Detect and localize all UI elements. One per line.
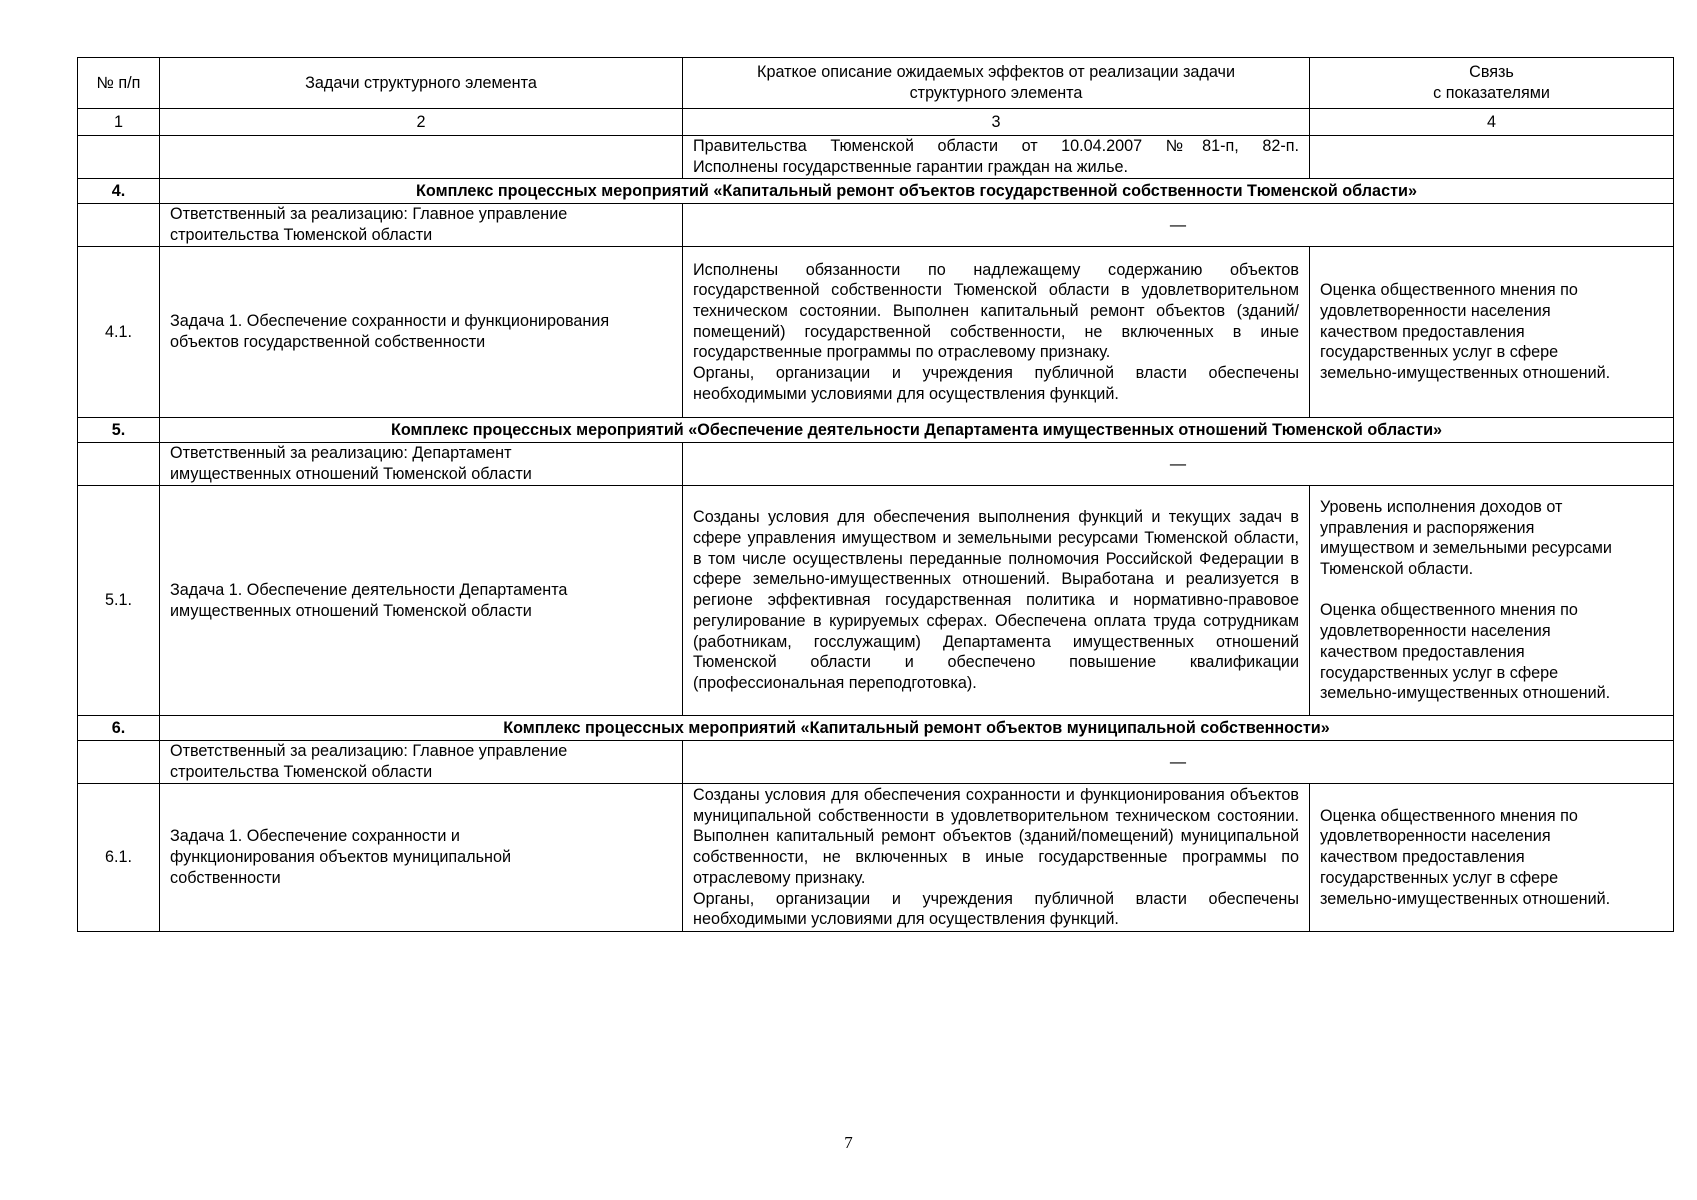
indicator-line: качеством предоставления: [1320, 322, 1525, 341]
empty-cell: [78, 443, 160, 486]
dash-cell: —: [683, 443, 1674, 486]
numbering-cell: 4: [1310, 109, 1674, 136]
responsible-row: [78, 204, 1674, 247]
indicator-line: управления и распоряжения: [1320, 518, 1535, 537]
indicator-line: государственных услуг в сфере: [1320, 663, 1559, 682]
task-effects: [683, 486, 1310, 716]
task-name-line: Задача 1. Обеспечение сохранности и функционирования: [170, 312, 610, 331]
effects-paragraph: Органы, организации и учреждения публичной власти обеспечены необходимыми условиями для осуществления функций.: [693, 364, 1299, 403]
task-number: 4.1.: [78, 247, 160, 418]
effects-paragraph: Органы, организации и учреждения публичной власти обеспечены необходимыми условиями для осуществления функций.: [693, 889, 1299, 929]
empty-cell: [1310, 136, 1674, 179]
numbering-cell: 1: [78, 109, 160, 136]
numbering-cell: 2: [160, 109, 683, 136]
dash-cell: —: [683, 741, 1674, 784]
task-name: [160, 247, 683, 418]
task-indicators: [1310, 247, 1674, 418]
indicator-line: качеством предоставления: [1320, 848, 1525, 867]
section-number: 5.: [78, 418, 160, 443]
indicator-line: Оценка общественного мнения по: [1320, 281, 1578, 300]
effects-paragraph: Исполнены обязанности по надлежащему содержанию объектов государственной собственности Тюменской области в удовлетворительном техническом состоянии. Выполнен капитальный ремонт объектов (зданий/помещений) государственной собственности, не включенных в иные государственные программы по отраслевому признаку.: [693, 260, 1299, 362]
task-name-line: Задача 1. Обеспечение деятельности Департамента: [170, 580, 568, 599]
indicator-line: государственных услуг в сфере: [1320, 868, 1559, 887]
task-number: 5.1.: [78, 486, 160, 716]
task-indicators: [1310, 486, 1674, 716]
indicator-line: земельно-имущественных отношений.: [1320, 684, 1611, 703]
task-name-line: функционирования объектов муниципальной: [170, 848, 512, 867]
responsible-text: [160, 741, 683, 784]
responsible-text: [160, 443, 683, 486]
effects-paragraph: Созданы условия для обеспечения выполнения функций и текущих задач в сфере управления имуществом и земельными ресурсами Тюменской области, в том числе осуществлены переданные полномочия Российской Федерации в сфере земельно-имущественных отношений. Выработана и реализуется в регионе эффективная государственная политика и нормативно-правовое регулирование в курируемых сферах. Обеспечена оплата труда сотрудникам (работникам, госслужащим) Департамента имущественных отношений Тюменской области и обеспечено повышение квалификации (профессиональная переподготовка).: [693, 508, 1299, 692]
continuation-text: [683, 136, 1310, 179]
section-number: 4.: [78, 179, 160, 204]
empty-cell: [78, 136, 160, 179]
task-name-line: объектов государственной собственности: [170, 333, 486, 351]
section-row: [78, 716, 1674, 741]
task-name-line: имущественных отношений Тюменской области: [170, 601, 532, 620]
header-row: [78, 58, 1674, 109]
numbering-cell: 3: [683, 109, 1310, 136]
effects-paragraph: Созданы условия для обеспечения сохранности и функционирования объектов муниципальной собственности в удовлетворительном техническом состоянии. Выполнен капитальный ремонт объектов (зданий/помещений) муниципальной собственности, не включенных в иные государственные программы по отраслевому признаку.: [693, 786, 1299, 887]
indicator-line: удовлетворенности населения: [1320, 622, 1551, 641]
task-name-line: Задача 1. Обеспечение сохранности и: [170, 827, 460, 846]
indicator-line: Тюменской области.: [1320, 560, 1474, 579]
indicator-line: государственных услуг в сфере: [1320, 343, 1559, 362]
header-col-number: № п/п: [78, 58, 160, 109]
indicator-line: имуществом и земельными ресурсами: [1320, 539, 1612, 558]
indicator-line: удовлетворенности населения: [1320, 827, 1551, 846]
section-title: Комплекс процессных мероприятий «Капитальный ремонт объектов муниципальной собственности»: [160, 716, 1674, 741]
continuation-line: Исполнены государственные гарантии граждан на жилье.: [693, 158, 1128, 176]
numbering-row: [78, 109, 1674, 136]
task-number: 6.1.: [78, 784, 160, 932]
responsible-row: [78, 443, 1674, 486]
responsible-text: [160, 204, 683, 247]
indicator-line: качеством предоставления: [1320, 642, 1525, 661]
indicator-line: Оценка общественного мнения по: [1320, 601, 1578, 620]
section-row: [78, 418, 1674, 443]
section-row: [78, 179, 1674, 204]
indicator-line: Оценка общественного мнения по: [1320, 806, 1578, 825]
indicator-line: Уровень исполнения доходов от: [1320, 497, 1563, 516]
measures-table: [77, 57, 1674, 932]
header-col-indicators-line: с показателями: [1433, 84, 1550, 102]
section-number: 6.: [78, 716, 160, 741]
responsible-line: строительства Тюменской области: [170, 763, 433, 781]
dash-cell: —: [683, 204, 1674, 247]
task-name: [160, 486, 683, 716]
task-row: [78, 486, 1674, 716]
task-row: [78, 247, 1674, 418]
task-indicators: [1310, 784, 1674, 932]
task-name: [160, 784, 683, 932]
indicator-line: земельно-имущественных отношений.: [1320, 889, 1611, 908]
header-col-effects-line: структурного элемента: [909, 84, 1083, 102]
header-col-indicators: [1310, 58, 1674, 109]
responsible-line: строительства Тюменской области: [170, 226, 433, 244]
task-effects: [683, 784, 1310, 932]
responsible-line: Ответственный за реализацию: Департамент: [170, 444, 512, 463]
empty-cell: [78, 741, 160, 784]
task-row: [78, 784, 1674, 932]
task-effects: [683, 247, 1310, 418]
indicator-line: удовлетворенности населения: [1320, 301, 1551, 320]
section-title: Комплекс процессных мероприятий «Обеспечение деятельности Департамента имущественных отношений Тюменской области»: [160, 418, 1674, 443]
responsible-line: Ответственный за реализацию: Главное управление: [170, 742, 568, 761]
header-col-tasks: Задачи структурного элемента: [160, 58, 683, 109]
section-title: Комплекс процессных мероприятий «Капитальный ремонт объектов государственной собственности Тюменской области»: [160, 179, 1674, 204]
header-col-effects-line: Краткое описание ожидаемых эффектов от реализации задачи: [757, 63, 1235, 82]
responsible-line: Ответственный за реализацию: Главное управление: [170, 205, 568, 224]
indicator-line: земельно-имущественных отношений.: [1320, 364, 1611, 383]
header-col-indicators-line: Связь: [1469, 63, 1514, 82]
empty-cell: [78, 204, 160, 247]
page-number: 7: [844, 1133, 853, 1152]
header-col-effects: [683, 58, 1310, 109]
responsible-row: [78, 741, 1674, 784]
task-name-line: собственности: [170, 868, 281, 887]
continuation-line: Правительства Тюменской области от 10.04.2007 №81-п, 82-п.: [693, 137, 1299, 156]
responsible-line: имущественных отношений Тюменской области: [170, 465, 532, 483]
empty-cell: [160, 136, 683, 179]
continuation-row: [78, 136, 1674, 179]
indicator-gap: [1320, 580, 1663, 601]
